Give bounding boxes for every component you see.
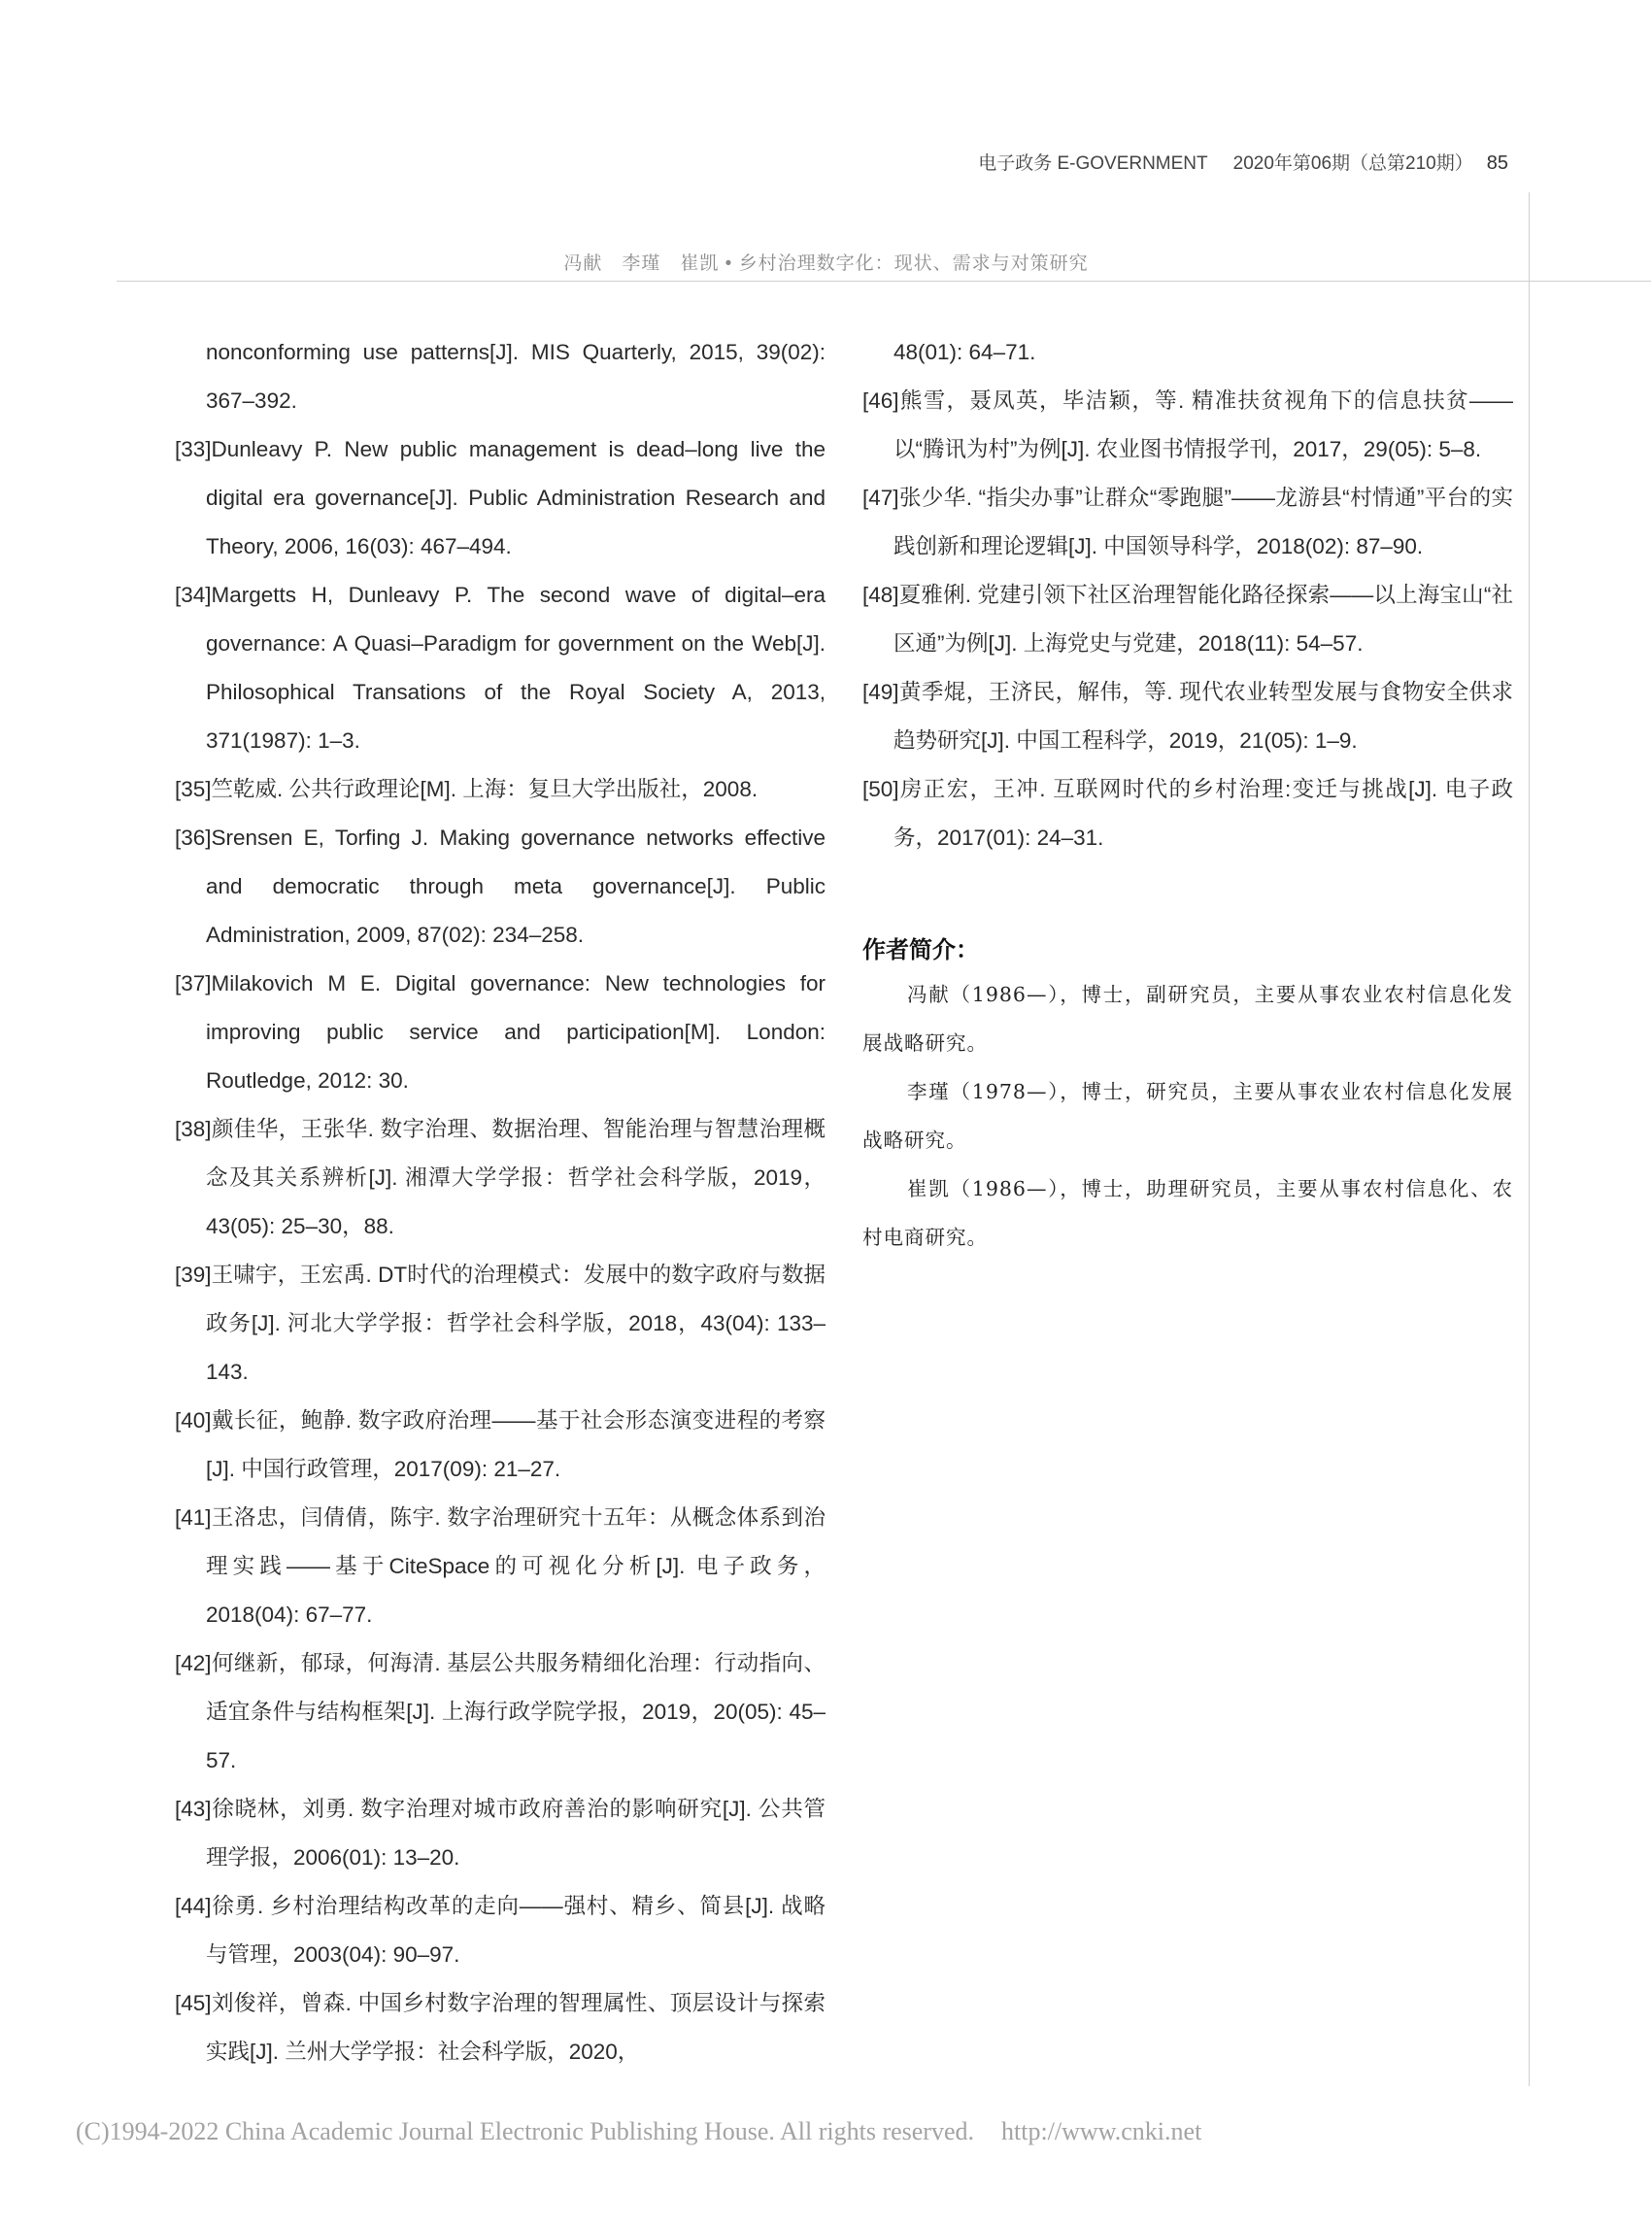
reference-46: [46]熊雪，聂凤英，毕洁颖，等. 精准扶贫视角下的信息扶贫——以“腾讯为村”为例[J]. 农业图书情报学刊，2017，29(05): 5–8. [862,388,1513,461]
reference-38: [38]颜佳华，王张华. 数字治理、数据治理、智能治理与智慧治理概念及其关系辨析[J]. 湘潭大学学报：哲学社会科学版，2019，43(05): 25–30，88. [175,1117,826,1238]
reference-40: [40]戴长征，鲍静. 数字政府治理——基于社会形态演变进程的考察[J]. 中国行政管理，2017(09): 21–27. [175,1408,826,1481]
reference-37: [37]Milakovich M E. Digital governance: New technologies for improving public service and participation[M]. London: Routledge, 2012: 30. [175,971,826,1093]
author-bio-heading: 作者简介： [862,936,979,963]
journal-name: 电子政务 E-GOVERNMENT [978,153,1208,174]
reference-36: [36]Srensen E, Torfing J. Making governance networks effective and democratic through meta governance[J]. Public Administration, 2009, 87(02): 234–258. [175,826,826,947]
journal-header [978,149,1508,175]
running-title: 冯献 李瑾 崔凯 • 乡村治理数字化：现状、需求与对策研究 [563,253,1089,274]
header-rule [117,281,1651,282]
right-column [862,328,1513,1262]
reference-41: [41]王洛忠，闫倩倩，陈宇. 数字治理研究十五年：从概念体系到治理实践——基于CiteSpace的可视化分析[J]. 电子政务，2018(04): 67–77. [175,1505,826,1627]
author-bio: 崔凯（1986—），博士，助理研究员，主要从事农村信息化、农村电商研究。 [862,1177,1513,1249]
reference-45: [45]刘俊祥，曾森. 中国乡村数字治理的智理属性、顶层设计与探索实践[J]. 兰州大学学报：社会科学版，2020， [175,1991,826,2064]
reference-49: [49]黄季焜，王济民，解伟，等. 现代农业转型发展与食物安全供求趋势研究[J]. 中国工程科学，2019，21(05): 1–9. [862,680,1513,753]
footer-url: http://www.cnki.net [1001,2117,1202,2145]
page-number: 85 [1486,152,1508,174]
reference-42: [42]何继新，郁琭，何海清. 基层公共服务精细化治理：行动指向、适宜条件与结构框架[J]. 上海行政学院学报，2019，20(05): 45–57. [175,1651,826,1772]
journal-issue: 2020年第06期（总第210期） [1232,153,1473,174]
reference-50: [50]房正宏，王冲. 互联网时代的乡村治理:变迁与挑战[J]. 电子政务，2017(01): 24–31. [862,777,1513,850]
reference-34: [34]Margetts H, Dunleavy P. The second wave of digital–era governance: A Quasi–Paradigm for government on the Web[J]. Philosophical Transations of the Royal Society A, 2013, 371(1987): 1–3. [175,583,826,753]
reference-48: [48]夏雅俐. 党建引领下社区治理智能化路径探索——以上海宝山“社区通”为例[J]. 上海党史与党建，2018(11): 54–57. [862,583,1513,656]
reference-47: [47]张少华. “指尖办事”让群众“零跑腿”——龙游县“村情通”平台的实践创新和理论逻辑[J]. 中国领导科学，2018(02): 87–90. [862,486,1513,558]
author-bio: 李瑾（1978—），博士，研究员，主要从事农业农村信息化发展战略研究。 [862,1080,1513,1152]
reference-continuation: 48(01): 64–71. [893,340,1036,364]
copyright-footer [76,2117,1201,2146]
author-bio: 冯献（1986—），博士，副研究员，主要从事农业农村信息化发展战略研究。 [862,983,1513,1055]
reference-33: [33]Dunleavy P. New public management is dead–long live the digital era governance[J]. Public Administration Research and Theory, 2006, 16(03): 467–494. [175,437,826,558]
reference-44: [44]徐勇. 乡村治理结构改革的走向——强村、精乡、简县[J]. 战略与管理，2003(04): 90–97. [175,1894,826,1967]
copyright-text: (C)1994-2022 China Academic Journal Electronic Publishing House. All rights reserved. [76,2117,974,2145]
reference-43: [43]徐晓林，刘勇. 数字治理对城市政府善治的影响研究[J]. 公共管理学报，2006(01): 13–20. [175,1797,826,1870]
reference-continuation: nonconforming use patterns[J]. MIS Quarterly, 2015, 39(02): 367–392. [206,340,826,413]
right-margin-rule [1529,192,1530,2086]
left-column [175,328,826,2076]
reference-39: [39]王啸宇，王宏禹. DT时代的治理模式：发展中的数字政府与数据政务[J]. 河北大学学报：哲学社会科学版，2018，43(04): 133–143. [175,1263,826,1384]
reference-35: [35]竺乾威. 公共行政理论[M]. 上海：复旦大学出版社，2008. [175,777,759,801]
